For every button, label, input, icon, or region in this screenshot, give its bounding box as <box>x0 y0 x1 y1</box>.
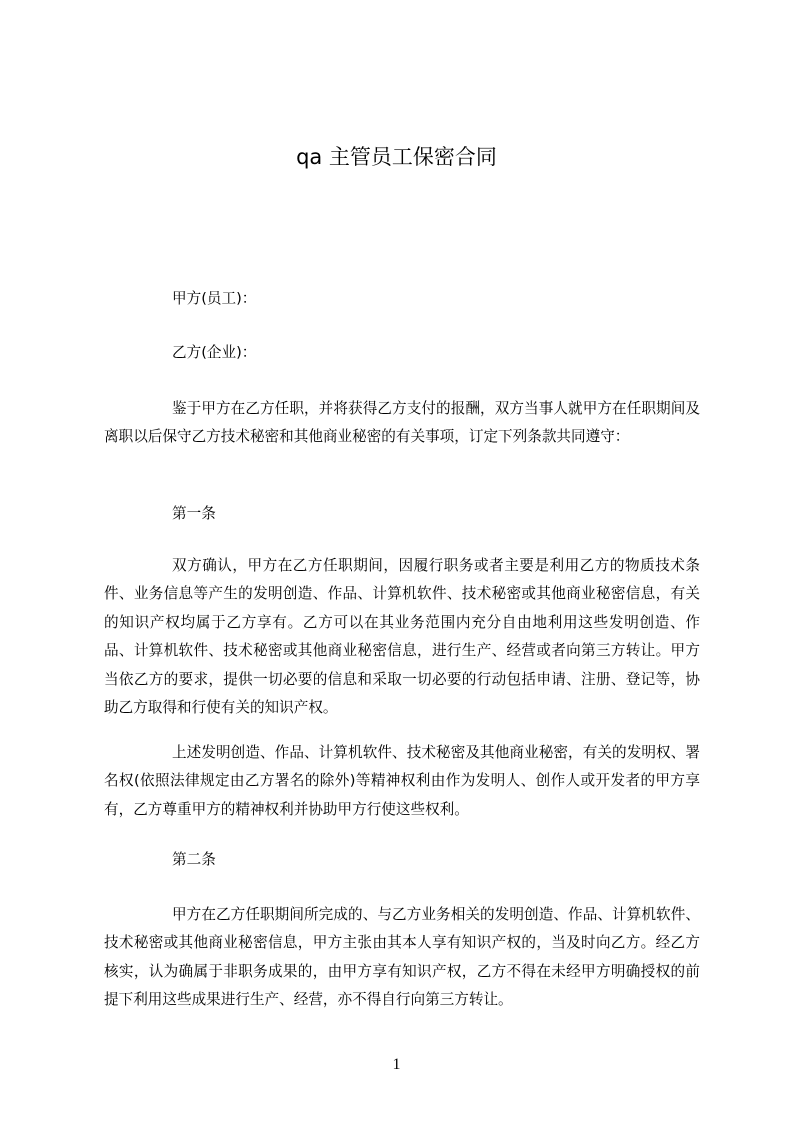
article-2-heading: 第二条 <box>172 851 216 868</box>
page-number: 1 <box>392 1056 401 1073</box>
document-title: qa 主管员工保密合同 <box>296 145 497 169</box>
article-1-paragraph-1: 双方确认，甲方在乙方任职期间，因履行职务或者主要是利用乙方的物质技术条件、业务信息等产生的发明创造、作品、计算机软件、技术秘密或其他商业秘密信息，有关的知识产权均属于乙方享有。乙方可以在其业务范围内充分自由地利用这些发明创造、作品、计算机软件、技术秘密或其他商业秘密信息，进行生产、经营或者向第三方转让。甲方当依乙方的要求，提供一切必要的信息和采取一切必要的行动包括申请、注册、登记等，协助乙方取得和行使有关的知识产权。 <box>104 557 700 717</box>
article-1-paragraph-2: 上述发明创造、作品、计算机软件、技术秘密及其他商业秘密，有关的发明权、署名权(依照法律规定由乙方署名的除外)等精神权利由作为发明人、创作人或开发者的甲方享有，乙方尊重甲方的精神权利并协助甲方行使这些权利。 <box>104 744 700 818</box>
article-1-heading: 第一条 <box>172 505 216 522</box>
article-2-paragraph-1: 甲方在乙方任职期间所完成的、与乙方业务相关的发明创造、作品、计算机软件、技术秘密或其他商业秘密信息，甲方主张由其本人享有知识产权的，当及时向乙方。经乙方核实，认为确属于非职务成果的，由甲方享有知识产权，乙方不得在未经甲方明确授权的前提下利用这些成果进行生产、经营，亦不得自行向第三方转让。 <box>104 906 700 1009</box>
party-b-label: 乙方(企业)： <box>172 344 257 361</box>
preamble-paragraph: 鉴于甲方在乙方任职，并将获得乙方支付的报酬，双方当事人就甲方在任职期间及离职以后保守乙方技术秘密和其他商业秘密的有关事项，订定下列条款共同遵守： <box>104 400 700 446</box>
party-a-label: 甲方(员工)： <box>172 290 257 307</box>
